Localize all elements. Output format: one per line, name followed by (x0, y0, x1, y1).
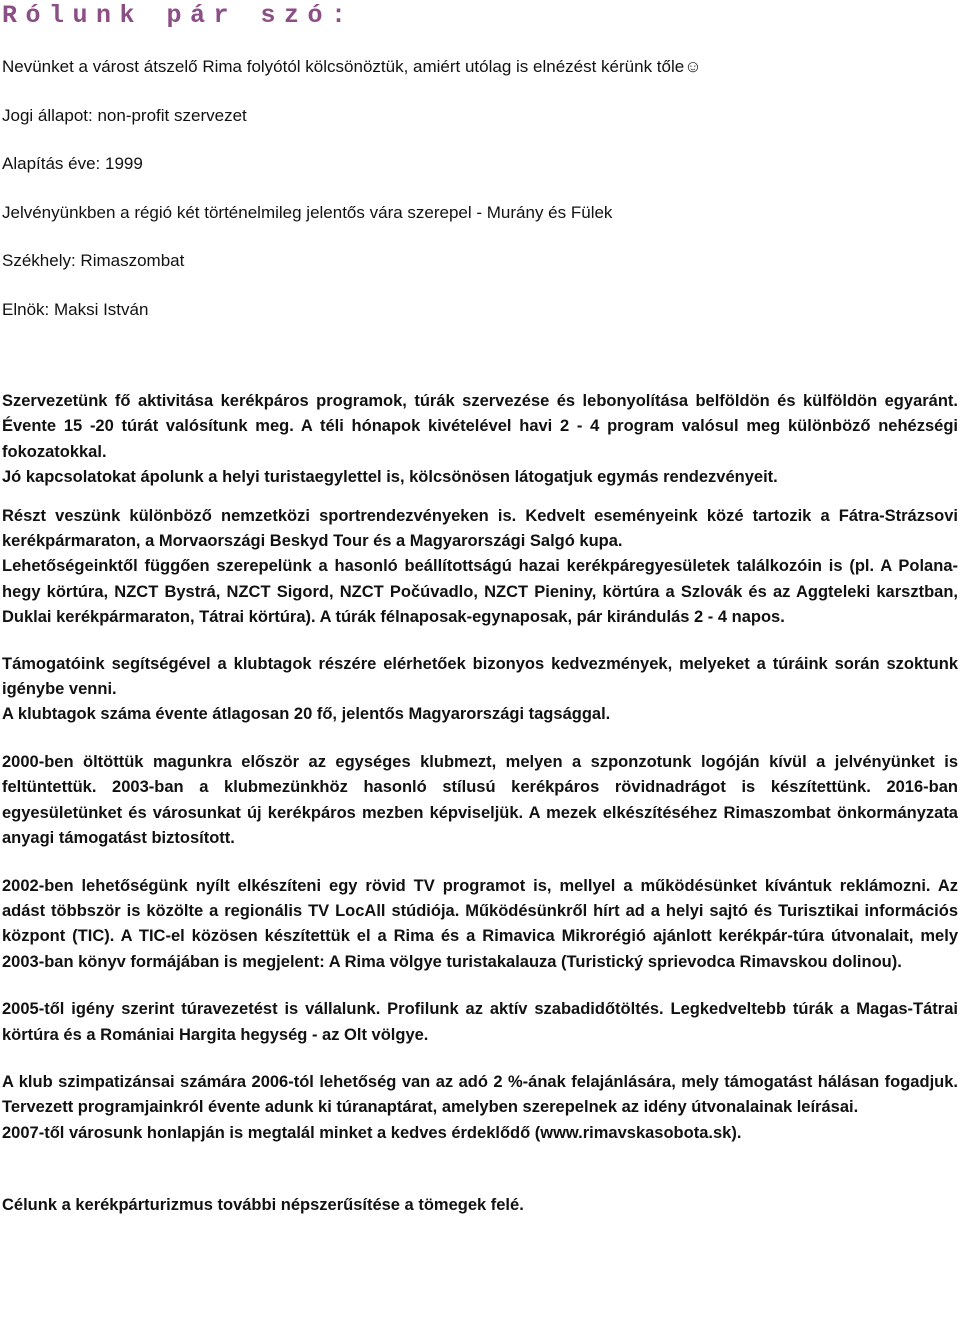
paragraph-events: Részt veszünk különböző nemzetközi sportrendezvényeken is. Kedvelt eseményeink közé tartozik a Fátra-Strázsovi kerékpármaraton, a Morvaországi Beskyd Tour és a Magyarországi Salgó kupa. (2, 506, 958, 551)
page-title: Rólunk pár szó: (2, 1, 355, 30)
paragraph-activity: Szervezetünk fő aktivitása kerékpáros programok, túrák szervezése és lebonyolítása belföldön és külföldön egyaránt. Évente 15 -20 túrát valósítunk meg. A téli hónapok kivételével havi 2 - 4 program valósul meg különböző nehézségi fokozatokkal. (2, 392, 958, 461)
fact-emblem: Jelvényünkben a régió két történelmileg jelentős vára szerepel - Murány és Fülek (2, 202, 613, 222)
paragraph-tv: 2002-ben lehetőségünk nyílt elkészíteni egy rövid TV programot is, mellyel a működésünket kívántuk reklámozni. Az adást többször is közölte a regionális TV LocAll stúdiója. Működésünkről hírt ad a helyi sajtó és Turisztikai információs központ (TIC). A TIC-el közösen készítettük el a Rima és a Rimavica Mikrorégió ajánlott kerékpár-túra útvonalait, mely 2003-ban könyv formájában is megjelent: A Rima völgye turistakalauza (Turistický sprievodca Rimavskou dolinou). (2, 876, 958, 971)
paragraph-guiding: 2005-től igény szerint túravezetést is vállalunk. Profilunk az aktív szabadidőtöltés. Legkedveltebb túrák a Magas-Tátrai körtúra és a Romániai Hargita hegység - az Olt völgye. (2, 1000, 958, 1044)
fact-seat: Székhely: Rimaszombat (2, 251, 185, 270)
paragraph-jersey: 2000-ben öltöttük magunkra először az egységes klubmezt, melyen a szponzotunk logóján kívül a jelvényünket is feltüntettük. 2003-ban a klubmezünkhöz hasonló stílusú kerékpáros rövidnadrágot is készítettünk. 2016-ban egyesületünket és városunkat új kerékpáros mezben képviseljük. A mezek elkészítéséhez Rimaszombat önkormányzata anyagi támogatást biztosított. (2, 752, 958, 848)
paragraph-tax: A klub szimpatizánsai számára 2006-tól lehetőség van az adó 2 %-ának felajánlására, mely támogatást hálásan fogadjuk. Tervezett programjainkról évente adunk ki túranaptárat, amelyben szerepelnek az idény útvonalainak leírásai. (2, 1072, 958, 1117)
paragraph-website: 2007-től városunk honlapján is megtalál minket a kedves érdeklődő (www.rimavskasobota.sk). (2, 1123, 742, 1142)
facts-list (2, 55, 952, 346)
paragraph-contacts: Jó kapcsolatokat ápolunk a helyi turistaegylettel is, kölcsönösen látogatjuk egymás rendezvényeit. (2, 468, 778, 487)
fact-president: Elnök: Maksi István (2, 299, 149, 319)
fact-legal-status: Jogi állapot: non-profit szervezet (2, 105, 247, 125)
paragraph-meetings: Lehetőségeinktől függően szerepelünk a hasonló beállítottságú hazai kerékpáregyesületek találkozóin is (pl. A Polana-hegy körtúra, NZCT Bystrá, NZCT Sigord, NZCT Počúvadlo, NZCT Pieniny, körtúra a Szlovák és az Aggteleki karsztban, Duklai kerékpármaraton, Tátrai körtúra). A túrák félnaposak-egynaposak, pár kirándulás 2 - 4 napos. (2, 557, 958, 627)
fact-founded: Alapítás éve: 1999 (2, 154, 143, 173)
paragraph-members: A klubtagok száma évente átlagosan 20 fő, jelentős Magyarországi tagsággal. (2, 705, 611, 724)
document-body (2, 389, 958, 1219)
paragraph-sponsors: Támogatóink segítségével a klubtagok részére elérhetőek bizonyos kedvezmények, melyeket a túráink során szoktunk igénybe venni. (2, 654, 958, 699)
paragraph-goal: Célunk a kerékpárturizmus további népszerűsítése a tömegek felé. (2, 1196, 524, 1215)
fact-name-origin: Nevünket a várost átszelő Rima folyótól kölcsönöztük, amiért utólag is elnézést kérünk tőle☺ (2, 57, 702, 76)
